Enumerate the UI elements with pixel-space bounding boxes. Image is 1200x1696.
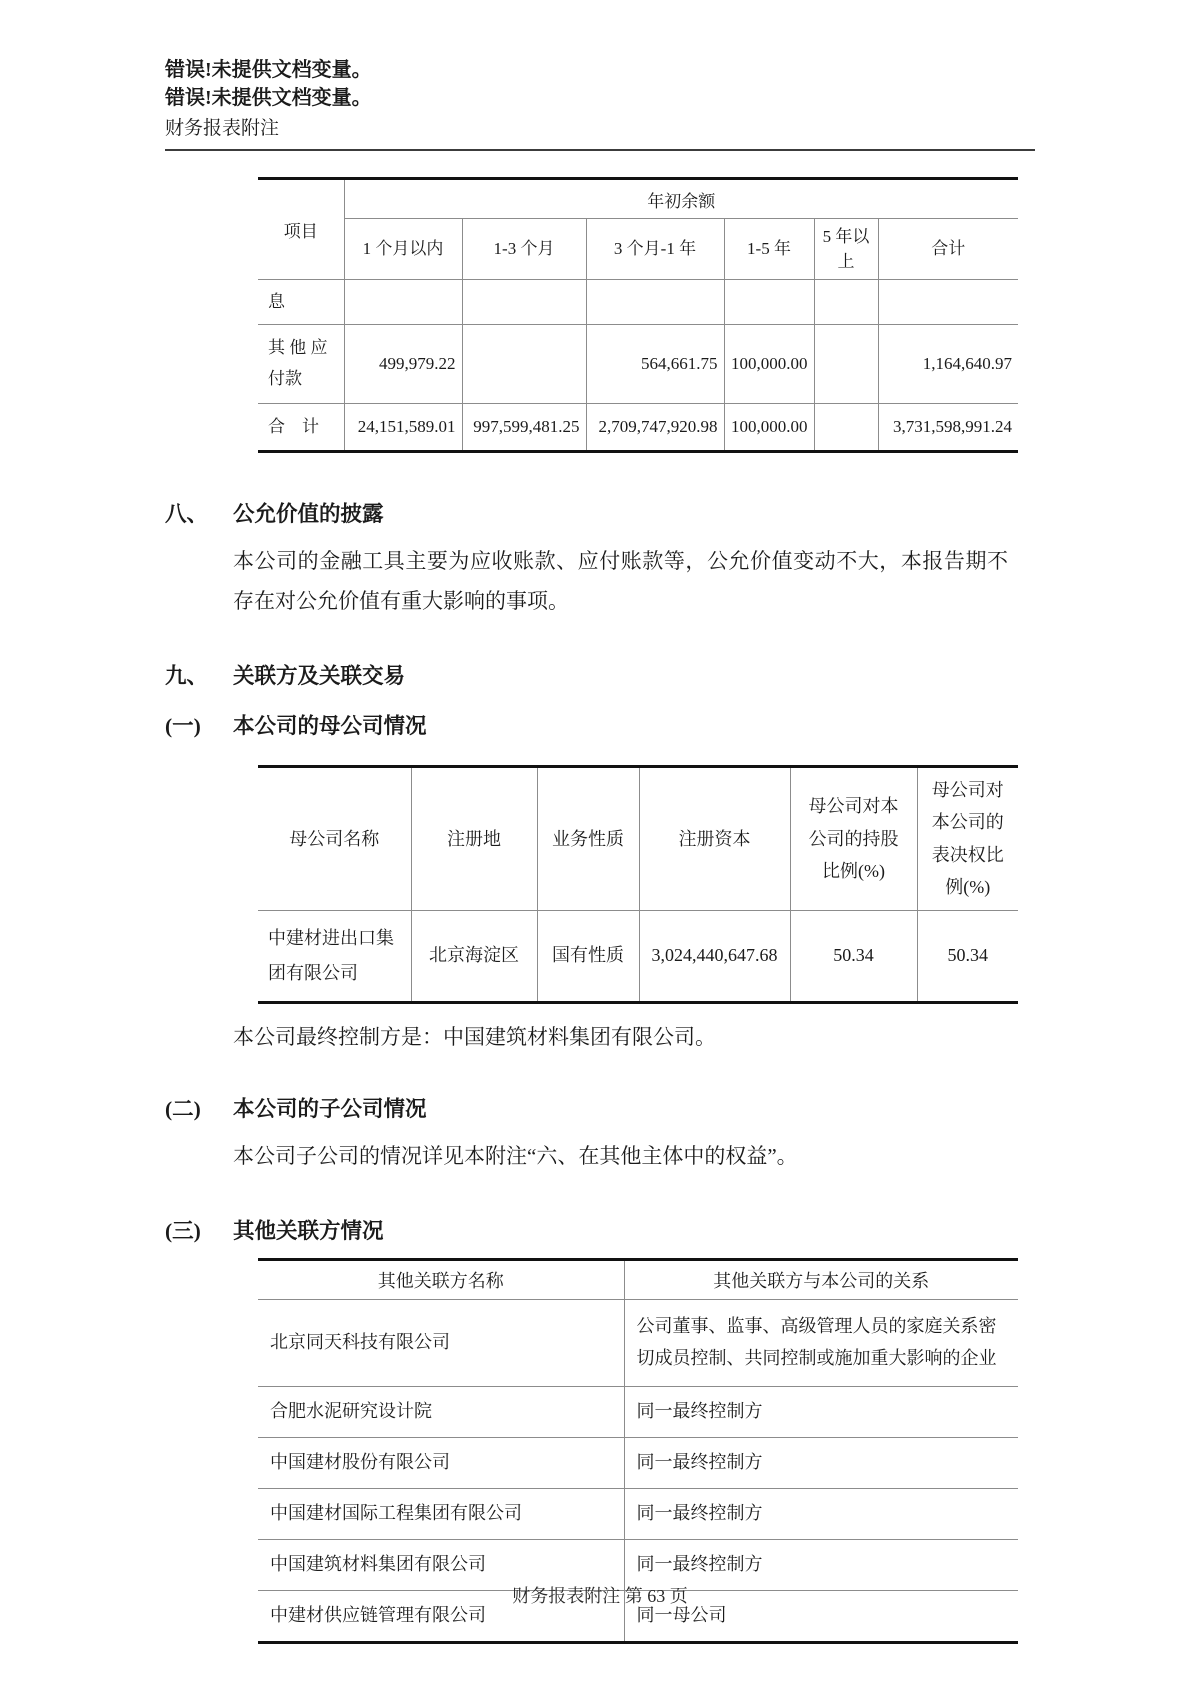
parent-value-cell: 50.34 <box>790 910 917 1002</box>
related-row <box>258 1386 1018 1437</box>
aging-header-row-1 <box>258 179 1018 219</box>
error-line-1: 错误!未提供文档变量。 <box>165 59 372 81</box>
related-row <box>258 1488 1018 1539</box>
aging-col-header: 3 个月-1 年 <box>586 219 724 280</box>
related-name-cell: 中国建材股份有限公司 <box>258 1437 624 1488</box>
aging-value-cell <box>814 280 878 325</box>
aging-value-cell: 100,000.00 <box>724 404 814 452</box>
parent-name-cell: 中建材进出口集团有限公司 <box>258 910 411 1002</box>
header-rule <box>165 149 1035 151</box>
section-8-number: 八、 <box>165 502 209 526</box>
section-9-number: 九、 <box>165 664 209 688</box>
section-9-2-number: (二) <box>165 1096 201 1121</box>
related-name-cell: 中国建筑材料集团有限公司 <box>258 1539 624 1590</box>
aging-item-header: 项目 <box>258 179 344 280</box>
aging-table <box>258 177 1018 453</box>
aging-value-cell <box>814 404 878 452</box>
aging-value-cell <box>586 280 724 325</box>
related-name-cell: 中建材供应链管理有限公司 <box>258 1590 624 1642</box>
parent-header-row <box>258 767 1018 911</box>
parent-value-cell: 3,024,440,647.68 <box>639 910 790 1002</box>
section-9-2-title: 本公司的子公司情况 <box>233 1096 427 1121</box>
aging-value-cell: 499,979.22 <box>344 325 462 404</box>
parent-value-cell: 国有性质 <box>537 910 639 1002</box>
doc-subtitle: 财务报表附注 <box>165 118 280 139</box>
parent-value-cell: 北京海淀区 <box>411 910 537 1002</box>
aging-col-header: 1-5 年 <box>724 219 814 280</box>
section-8-heading <box>165 499 1035 529</box>
related-relation-cell: 同一最终控制方 <box>624 1437 1018 1488</box>
ultimate-controller-note: 本公司最终控制方是：中国建筑材料集团有限公司。 <box>233 1024 716 1049</box>
aging-col-header: 5 年以上 <box>814 219 878 280</box>
aging-col-header: 1 个月以内 <box>344 219 462 280</box>
aging-value-cell <box>878 280 1018 325</box>
related-header-cell: 其他关联方名称 <box>258 1259 624 1299</box>
parent-data-row <box>258 910 1018 1002</box>
section-9-1-heading <box>165 711 1035 741</box>
related-header-row <box>258 1259 1018 1299</box>
aging-group-header: 年初余额 <box>344 179 1018 219</box>
aging-value-cell <box>344 280 462 325</box>
section-9-3-number: (三) <box>165 1218 201 1243</box>
related-relation-cell: 公司董事、监事、高级管理人员的家庭关系密切成员控制、共同控制或施加重大影响的企业 <box>624 1299 1018 1386</box>
parent-header-cell: 注册资本 <box>639 767 790 911</box>
section-9-3-title: 其他关联方情况 <box>233 1218 384 1243</box>
doc-header <box>165 56 1035 151</box>
section-9-1-title: 本公司的母公司情况 <box>233 714 427 738</box>
related-row <box>258 1299 1018 1386</box>
aging-value-cell <box>724 280 814 325</box>
parent-header-cell: 业务性质 <box>537 767 639 911</box>
aging-value-cell: 100,000.00 <box>724 325 814 404</box>
related-name-cell: 合肥水泥研究设计院 <box>258 1386 624 1437</box>
aging-header-row-2 <box>258 219 1018 280</box>
aging-col-header: 合计 <box>878 219 1018 280</box>
related-relation-cell: 同一母公司 <box>624 1590 1018 1642</box>
related-name-cell: 北京同天科技有限公司 <box>258 1299 624 1386</box>
aging-row <box>258 325 1018 404</box>
aging-value-cell: 2,709,747,920.98 <box>586 404 724 452</box>
aging-value-cell: 24,151,589.01 <box>344 404 462 452</box>
page-footer: 财务报表附注 第 63 页 <box>512 1586 688 1606</box>
section-9-2-body: 本公司子公司的情况详见本附注“六、在其他主体中的权益”。 <box>233 1143 798 1168</box>
related-relation-cell: 同一最终控制方 <box>624 1386 1018 1437</box>
section-8-body: 本公司的金融工具主要为应收账款、应付账款等，公允价值变动不大，本报告期不存在对公允价值有重大影响的事项。 <box>233 549 1008 613</box>
parent-header-cell: 注册地 <box>411 767 537 911</box>
section-9-2-heading <box>165 1094 1035 1124</box>
related-name-cell: 中国建材国际工程集团有限公司 <box>258 1488 624 1539</box>
parent-header-cell: 母公司名称 <box>258 767 411 911</box>
error-line-2: 错误!未提供文档变量。 <box>165 87 372 109</box>
aging-value-cell: 3,731,598,991.24 <box>878 404 1018 452</box>
aging-item-cell: 合 计 <box>258 404 344 452</box>
related-row <box>258 1437 1018 1488</box>
aging-col-header: 1-3 个月 <box>462 219 586 280</box>
aging-total-row <box>258 404 1018 452</box>
related-header-cell: 其他关联方与本公司的关系 <box>624 1259 1018 1299</box>
aging-value-cell: 1,164,640.97 <box>878 325 1018 404</box>
parent-header-cell: 母公司对本公司的持股比例(%) <box>790 767 917 911</box>
related-relation-cell: 同一最终控制方 <box>624 1488 1018 1539</box>
parent-value-cell: 50.34 <box>917 910 1018 1002</box>
aging-value-cell: 564,661.75 <box>586 325 724 404</box>
section-9-1-number: (一) <box>165 714 201 738</box>
section-9-3-heading <box>165 1216 1035 1246</box>
section-9-title: 关联方及关联交易 <box>233 664 406 688</box>
section-8-title: 公允价值的披露 <box>233 502 384 526</box>
related-relation-cell: 同一最终控制方 <box>624 1539 1018 1590</box>
parent-company-table <box>258 765 1018 1004</box>
parent-header-cell: 母公司对本公司的表决权比例(%) <box>917 767 1018 911</box>
aging-value-cell <box>814 325 878 404</box>
aging-item-cell: 息 <box>258 280 344 325</box>
aging-value-cell <box>462 280 586 325</box>
aging-item-cell: 其 他 应 付款 <box>258 325 344 404</box>
aging-row <box>258 280 1018 325</box>
aging-value-cell: 997,599,481.25 <box>462 404 586 452</box>
section-9-heading <box>165 661 1035 691</box>
aging-value-cell <box>462 325 586 404</box>
